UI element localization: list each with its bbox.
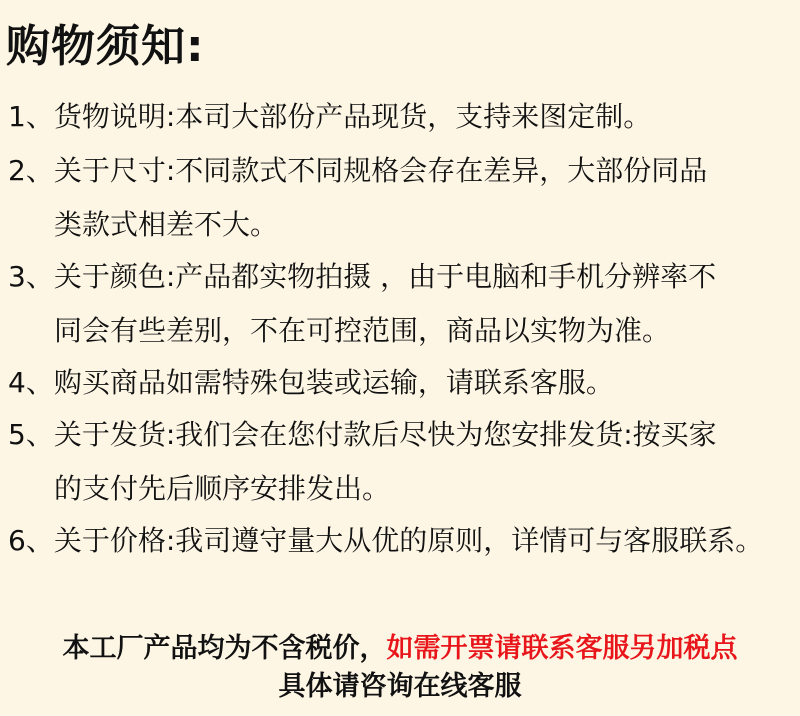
- footer-contact: 具体请咨询在线客服: [278, 671, 522, 702]
- footer-notice: [0, 626, 800, 665]
- page-title: 购物须知:: [6, 21, 205, 72]
- item-text: 3、关于颜色:产品都实物拍摄 ，由于电脑和手机分辨率不: [8, 260, 717, 293]
- item-text: 4、购买商品如需特殊包装或运输，请联系客服。: [8, 366, 614, 399]
- item-text: 6、关于价格:我司遵守量大从优的原则，详情可与客服联系。: [8, 524, 764, 557]
- list-item: [8, 90, 800, 144]
- item-text: 1、货物说明:本司大部份产品现货，支持来图定制。: [8, 100, 652, 133]
- item-text-continued: 类款式相差不大。: [54, 208, 279, 241]
- list-item: [8, 144, 800, 252]
- item-text-continued: 的支付先后顺序安排发出。: [54, 472, 391, 505]
- item-text: 2、关于尺寸:不同款式不同规格会存在差异，大部份同品: [8, 154, 708, 187]
- tax-note: 本工厂产品均为不含税价，: [62, 633, 387, 664]
- list-item: [8, 408, 800, 516]
- invoice-note: 如需开票请联系客服另加税点: [386, 633, 738, 664]
- list-item: [8, 250, 800, 358]
- list-item: [8, 514, 800, 568]
- list-item: [8, 356, 800, 410]
- item-text-continued: 同会有些差别，不在可控范围，商品以实物为准。: [54, 314, 671, 347]
- item-text: 5、关于发货:我们会在您付款后尽快为您安排发货:按买家: [8, 418, 717, 451]
